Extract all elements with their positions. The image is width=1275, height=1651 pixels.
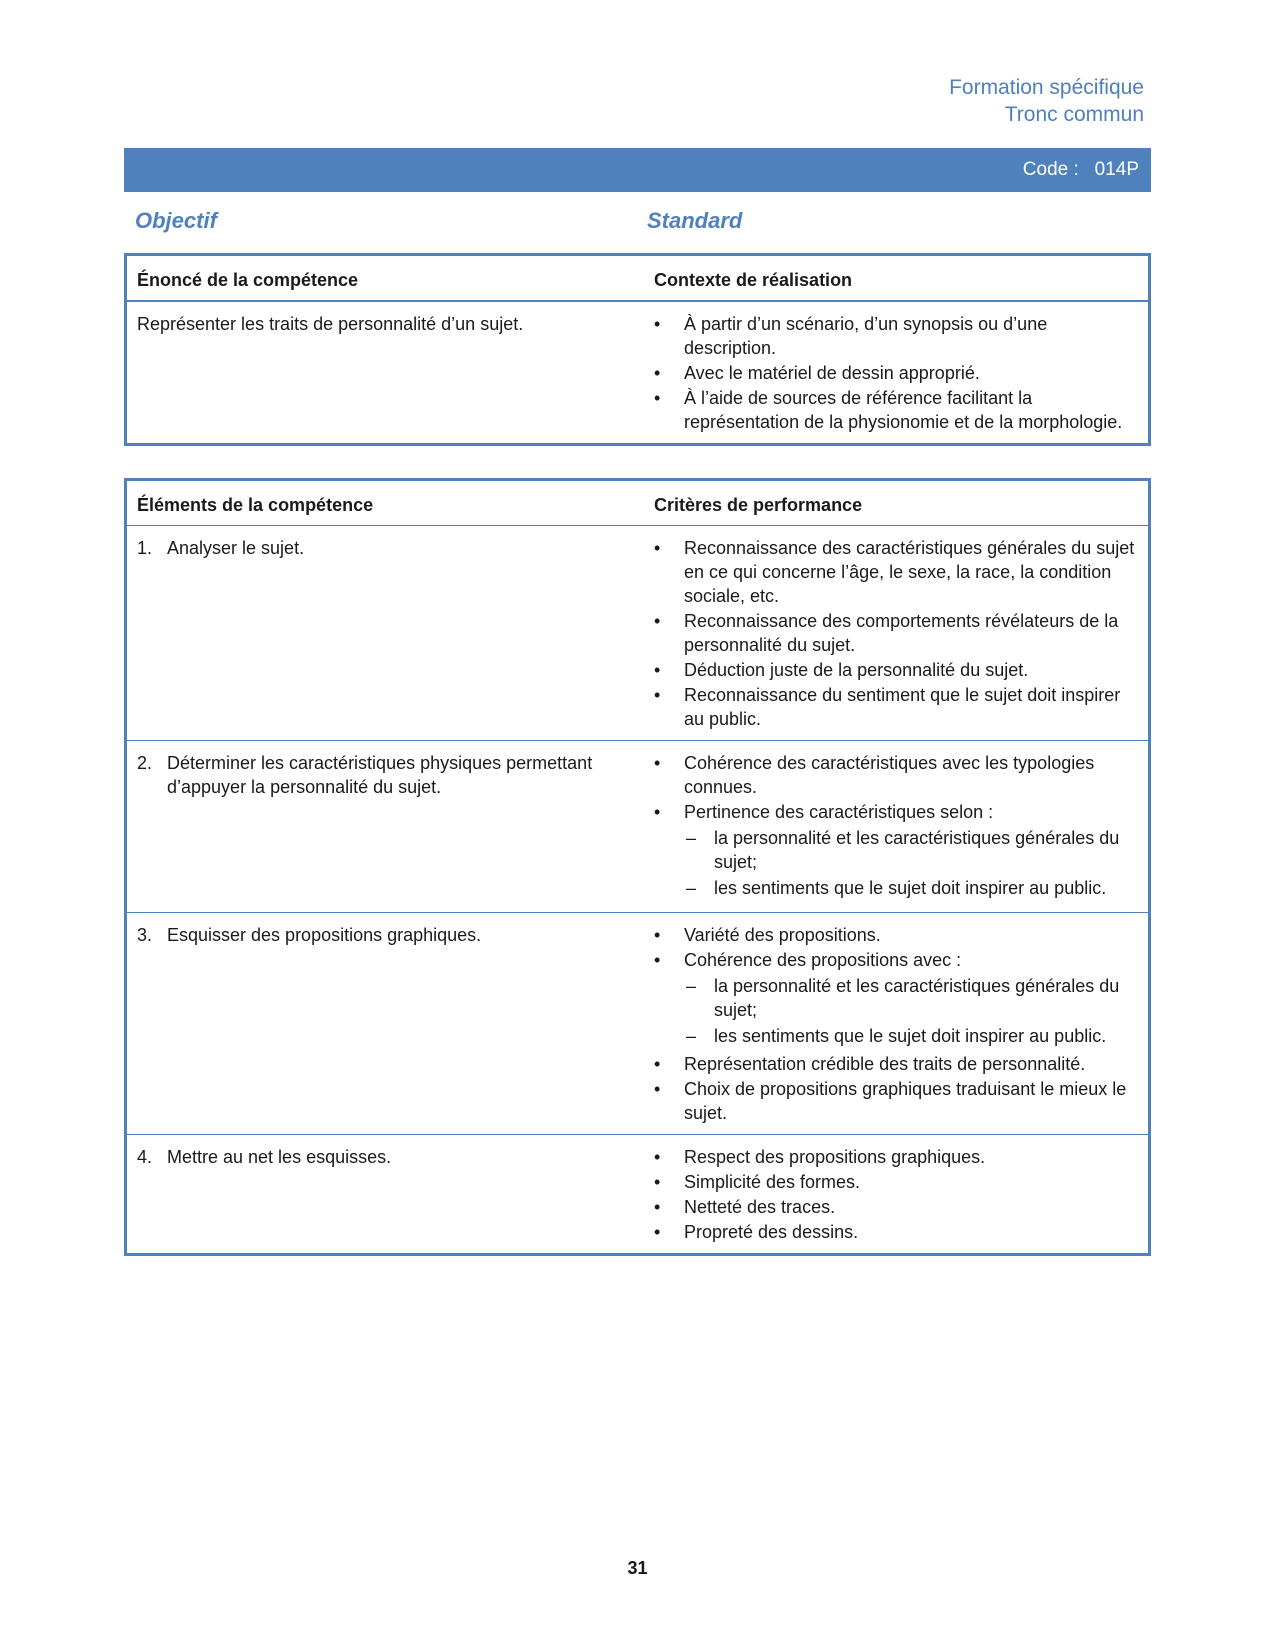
dash-icon: – <box>686 828 697 848</box>
document-header <box>949 74 1144 128</box>
context-item-text: Avec le matériel de dessin approprié. <box>684 363 980 383</box>
table-row <box>126 1135 1150 1255</box>
criteria-item <box>654 1195 1138 1219</box>
bullet-icon: • <box>654 685 661 705</box>
criteria-text: Propreté des dessins. <box>684 1222 859 1242</box>
bullet-icon: • <box>654 1147 661 1167</box>
context-header: Contexte de réalisation <box>644 255 1150 302</box>
criteria-text: Pertinence des caractéristiques selon : <box>684 802 994 822</box>
element-item <box>137 536 634 560</box>
criteria-item <box>654 923 1138 947</box>
element-text: Mettre au net les esquisses. <box>167 1147 392 1167</box>
criteria-text: Déduction juste de la personnalité du sujet. <box>684 660 1029 680</box>
context-list <box>654 312 1138 434</box>
context-item-text: À l’aide de sources de référence facilitant la représentation de la physionomie et de la morphologie. <box>684 388 1123 432</box>
competence-table-header <box>126 255 1150 302</box>
bullet-icon: • <box>654 950 661 970</box>
table-row <box>126 741 1150 913</box>
elements-table-header <box>126 480 1150 526</box>
bullet-icon: • <box>654 1197 661 1217</box>
criteria-text: Reconnaissance des caractéristiques générales du sujet en ce qui concerne l’âge, le sexe, la race, la condition sociale, etc. <box>684 538 1135 606</box>
criteria-subitem <box>684 1024 1138 1048</box>
criteria-list <box>654 923 1138 1125</box>
competence-table <box>124 253 1151 446</box>
dash-icon: – <box>686 976 697 996</box>
element-number: 1. <box>137 538 153 558</box>
criteria-subitem <box>684 826 1138 874</box>
table-row <box>126 526 1150 741</box>
bullet-icon: • <box>654 538 661 558</box>
elements-table <box>124 478 1151 1256</box>
section-titles <box>135 208 1145 236</box>
page-number: 31 <box>627 1558 648 1578</box>
element-item <box>137 1145 634 1169</box>
context-item-text: À partir d’un scénario, d’un synopsis ou d’une description. <box>684 314 1048 358</box>
criteria-item <box>654 1170 1138 1194</box>
bullet-icon: • <box>654 314 661 334</box>
criteria-subitem <box>684 876 1138 900</box>
criteria-subitem-text: les sentiments que le sujet doit inspirer au public. <box>714 1026 1107 1046</box>
bullet-icon: • <box>654 925 661 945</box>
context-item <box>654 386 1138 434</box>
element-number: 2. <box>137 753 153 773</box>
criteria-text: Représentation crédible des traits de personnalité. <box>684 1054 1086 1074</box>
criteria-text: Choix de propositions graphiques traduisant le mieux le sujet. <box>684 1079 1127 1123</box>
criteria-item <box>654 536 1138 608</box>
element-text: Analyser le sujet. <box>167 538 305 558</box>
criteria-item <box>654 658 1138 682</box>
competence-statement-header: Énoncé de la compétence <box>126 255 645 302</box>
criteria-text: Cohérence des propositions avec : <box>684 950 962 970</box>
header-program-type: Formation spécifique <box>949 76 1144 99</box>
code-label: Code : 014P <box>1022 159 1139 180</box>
code-bar <box>124 148 1151 192</box>
element-item <box>137 923 634 947</box>
criteria-text: Cohérence des caractéristiques avec les typologies connues. <box>684 753 1095 797</box>
bullet-icon: • <box>654 660 661 680</box>
element-text: Déterminer les caractéristiques physiques permettant d’appuyer la personnalité du sujet. <box>167 753 593 797</box>
header-common-core: Tronc commun <box>1004 103 1144 126</box>
criteria-text: Respect des propositions graphiques. <box>684 1147 986 1167</box>
criteria-text: Simplicité des formes. <box>684 1172 861 1192</box>
dash-icon: – <box>686 878 697 898</box>
criteria-item <box>654 948 1138 1048</box>
bullet-icon: • <box>654 802 661 822</box>
dash-icon: – <box>686 1026 697 1046</box>
table-row <box>126 913 1150 1135</box>
bullet-icon: • <box>654 1054 661 1074</box>
element-item <box>137 751 634 799</box>
criteria-list <box>654 751 1138 900</box>
objective-title: Objectif <box>135 208 217 233</box>
criteria-item <box>654 609 1138 657</box>
criteria-subitem-text: les sentiments que le sujet doit inspirer au public. <box>714 878 1107 898</box>
criteria-item <box>654 751 1138 799</box>
criteria-text: Variété des propositions. <box>684 925 881 945</box>
criteria-item <box>654 1145 1138 1169</box>
criteria-subitem-text: la personnalité et les caractéristiques générales du sujet; <box>714 976 1120 1020</box>
criteria-item <box>654 800 1138 900</box>
criteria-item <box>654 1052 1138 1076</box>
criteria-item <box>654 683 1138 731</box>
criteria-text: Reconnaissance du sentiment que le sujet doit inspirer au public. <box>684 685 1121 729</box>
bullet-icon: • <box>654 1079 661 1099</box>
bullet-icon: • <box>654 753 661 773</box>
criteria-text: Netteté des traces. <box>684 1197 836 1217</box>
criteria-list <box>654 1145 1138 1244</box>
bullet-icon: • <box>654 388 661 408</box>
bullet-icon: • <box>654 611 661 631</box>
criteria-list <box>654 536 1138 731</box>
criteria-item <box>654 1077 1138 1125</box>
competence-table-row <box>126 301 1150 445</box>
context-item <box>654 312 1138 360</box>
criteria-header: Critères de performance <box>644 480 1150 526</box>
bullet-icon: • <box>654 1222 661 1242</box>
element-number: 3. <box>137 925 153 945</box>
bullet-icon: • <box>654 363 661 383</box>
criteria-subitem-text: la personnalité et les caractéristiques générales du sujet; <box>714 828 1120 872</box>
criteria-subitem <box>684 974 1138 1022</box>
competence-statement: Représenter les traits de personnalité d’un sujet. <box>137 314 524 334</box>
element-number: 4. <box>137 1147 153 1167</box>
context-item <box>654 361 1138 385</box>
criteria-item <box>654 1220 1138 1244</box>
element-text: Esquisser des propositions graphiques. <box>167 925 482 945</box>
criteria-sublist <box>684 974 1138 1048</box>
bullet-icon: • <box>654 1172 661 1192</box>
elements-header: Éléments de la compétence <box>126 480 645 526</box>
standard-title: Standard <box>647 208 743 233</box>
criteria-sublist <box>684 826 1138 900</box>
criteria-text: Reconnaissance des comportements révélateurs de la personnalité du sujet. <box>684 611 1119 655</box>
